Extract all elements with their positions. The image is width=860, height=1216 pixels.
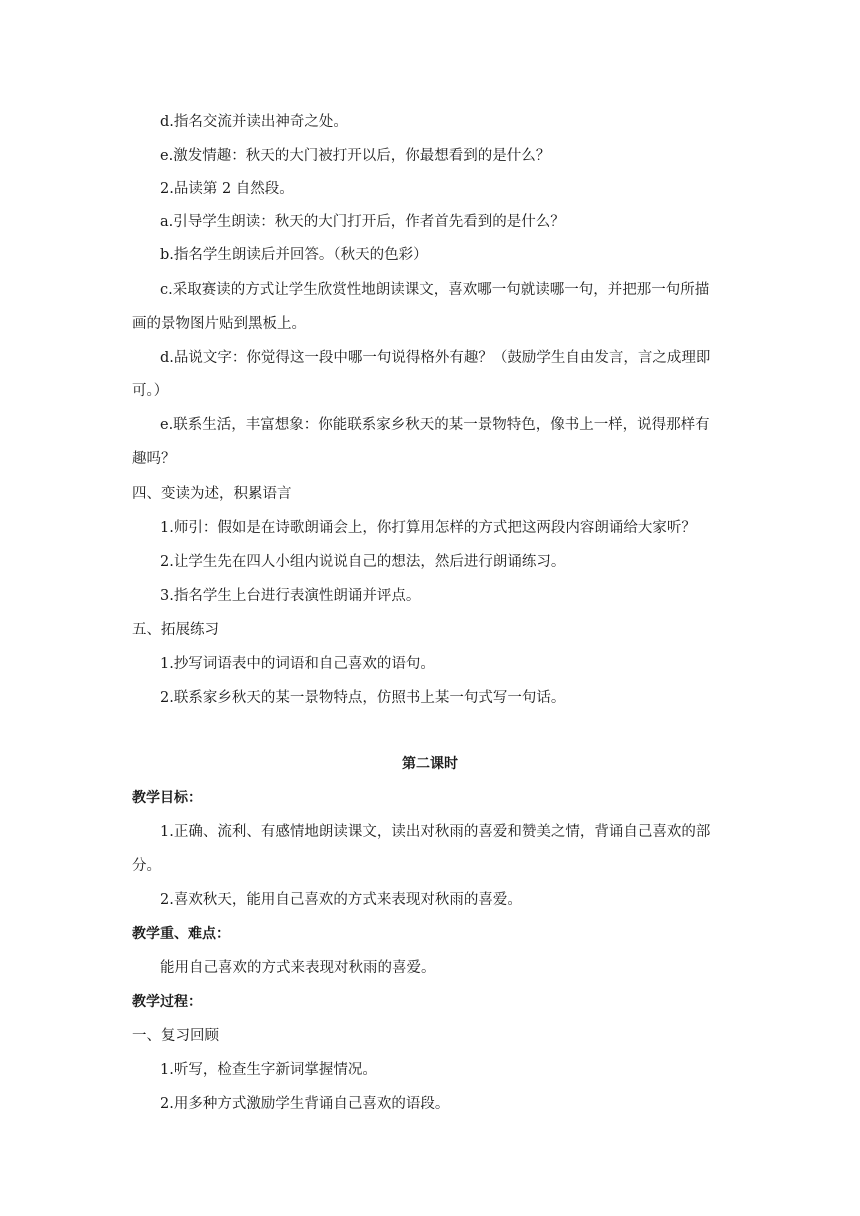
text-line: e.激发情趣：秋天的大门被打开以后，你最想看到的是什么？	[160, 148, 551, 164]
section-heading: 四、变读为述，积累语言	[132, 486, 292, 502]
text-line: 2.喜欢秋天，能用自己喜欢的方式来表现对秋雨的喜爱。	[160, 892, 522, 908]
text-line: 能用自己喜欢的方式来表现对秋雨的喜爱。	[160, 960, 436, 976]
text-line: 趣吗？	[132, 451, 176, 467]
text-line: b.指名学生朗读后并回答。（秋天的色彩）	[160, 247, 428, 263]
label-teaching-process: 教学过程：	[132, 994, 202, 1010]
text-line: 2.品读第 2 自然段。	[160, 181, 294, 197]
text-line: d.指名交流并读出神奇之处。	[160, 114, 348, 130]
text-line: c.采取赛读的方式让学生欣赏性地朗读课文，喜欢哪一句就读哪一句，并把那一句所描	[160, 282, 710, 298]
text-line: 3.指名学生上台进行表演性朗诵并评点。	[160, 588, 421, 604]
text-line: 2.让学生先在四人小组内说说自己的想法，然后进行朗诵练习。	[160, 554, 566, 570]
label-key-points: 教学重、难点：	[132, 926, 230, 942]
text-line: 画的景物图片贴到黑板上。	[132, 316, 306, 332]
text-line: 1.听写，检查生字新词掌握情况。	[160, 1062, 377, 1078]
text-line: a.引导学生朗读：秋天的大门打开后，作者首先看到的是什么？	[160, 214, 565, 230]
text-line: 1.师引：假如是在诗歌朗诵会上，你打算用怎样的方式把这两段内容朗诵给大家听？	[160, 520, 696, 536]
text-line: 1.抄写词语表中的词语和自己喜欢的语句。	[160, 656, 435, 672]
text-line: 1.正确、流利、有感情地朗读课文，读出对秋雨的喜爱和赞美之情，背诵自己喜欢的部	[160, 824, 711, 840]
text-line: 分。	[132, 858, 161, 874]
text-line: e.联系生活，丰富想象：你能联系家乡秋天的某一景物特色，像书上一样，说得那样有	[160, 417, 710, 433]
text-line: 2.用多种方式激励学生背诵自己喜欢的语段。	[160, 1096, 450, 1112]
text-line: 2.联系家乡秋天的某一景物特点，仿照书上某一句式写一句话。	[160, 690, 566, 706]
label-teaching-goals: 教学目标：	[132, 790, 202, 806]
section-heading: 五、拓展练习	[132, 622, 219, 638]
lesson-title: 第二课时	[402, 756, 458, 772]
text-line: 可。）	[132, 383, 169, 399]
text-line: d.品说文字：你觉得这一段中哪一句说得格外有趣？（鼓励学生自由发言，言之成理即	[160, 350, 711, 366]
section-heading: 一、复习回顾	[132, 1028, 219, 1044]
